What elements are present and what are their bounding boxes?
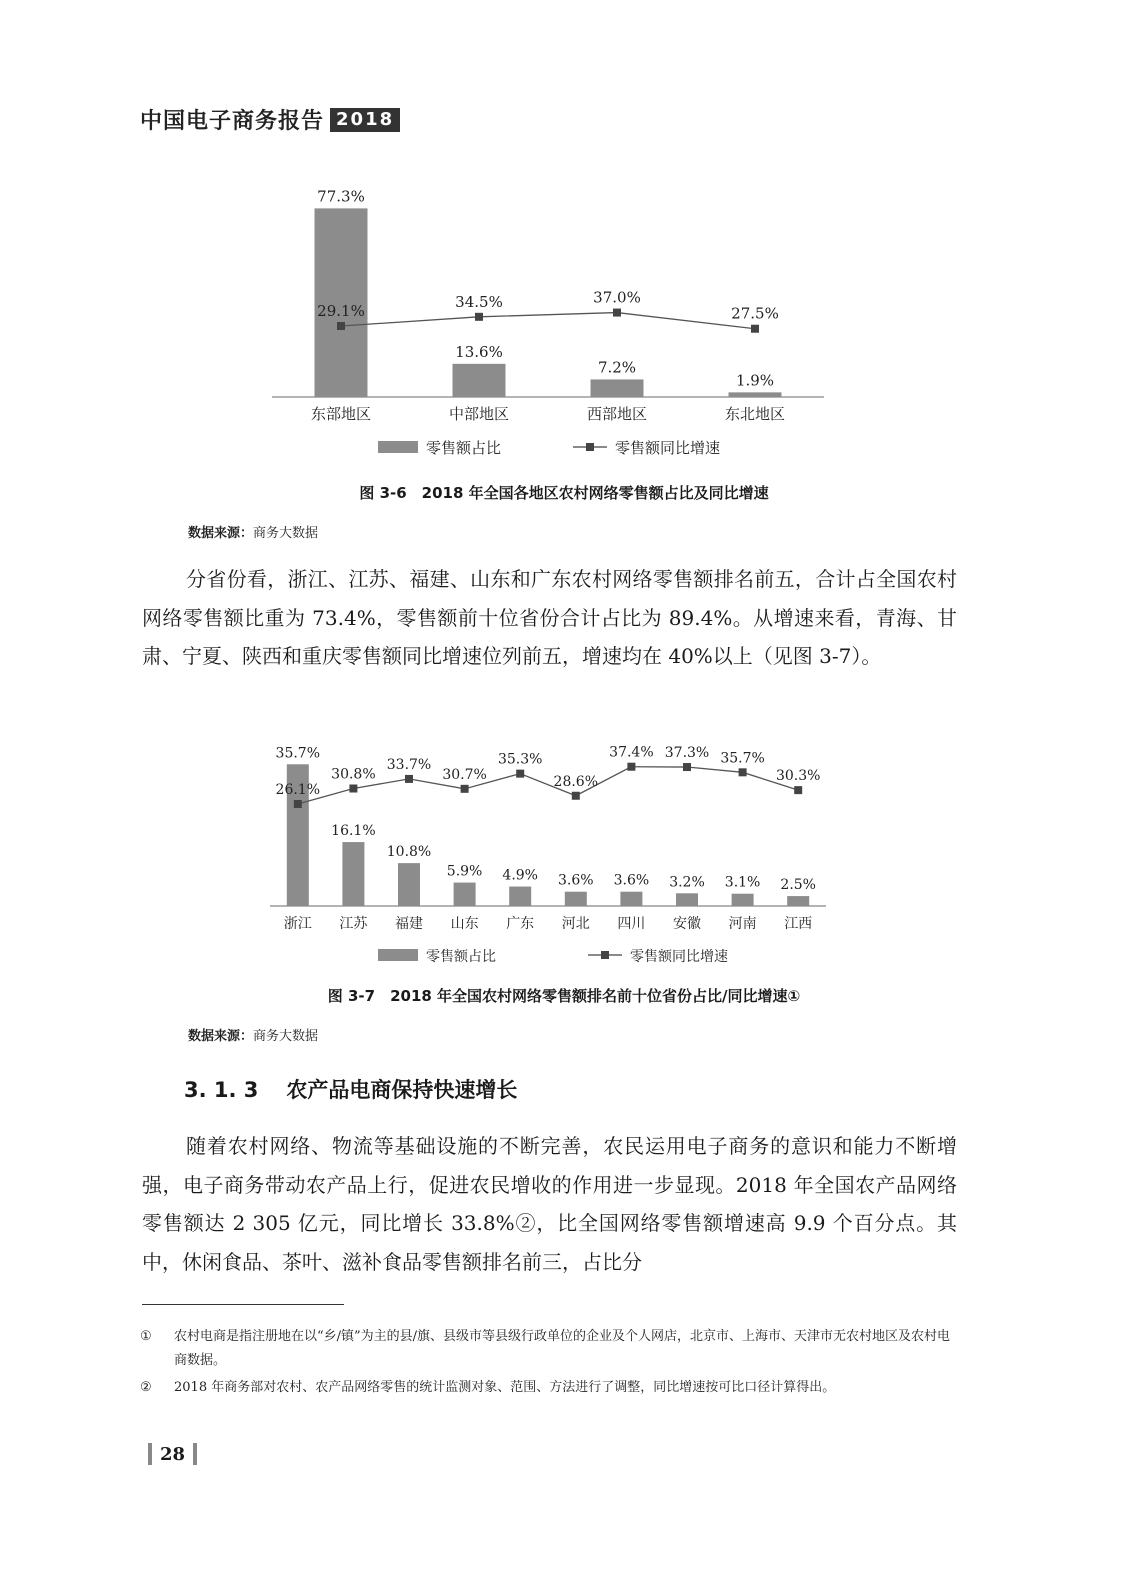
bar-data-label: 2.5%	[780, 877, 816, 894]
bar	[342, 842, 364, 906]
figure-3-6-caption: 图 3-6 2018 年全国各地区农村网络零售额占比及同比增速	[359, 484, 769, 502]
bar-data-label: 3.6%	[613, 872, 650, 889]
bar-data-label: 4.9%	[502, 867, 538, 884]
growth-line	[341, 313, 755, 329]
line-point	[572, 792, 580, 800]
line-data-label: 28.6%	[553, 773, 599, 790]
line-point	[294, 800, 302, 808]
source-label: 数据来源：	[188, 1029, 254, 1044]
legend-bar-swatch	[378, 949, 418, 961]
legend-bar-label: 零售额占比	[426, 439, 502, 457]
line-point	[627, 763, 635, 771]
footnote-text: 农村电商是指注册地在以“乡/镇”为主的县/旗、县级市等县级行政单位的企业及个人网店，北京市、上海市、天津市无农村地区及农村电商数据。	[174, 1329, 951, 1368]
line-point	[405, 775, 413, 783]
legend-line-marker	[601, 951, 609, 959]
source-value: 商务大数据	[253, 526, 319, 541]
paragraph-provinces: 分省份看，浙江、江苏、福建、山东和广东农村网络零售额排名前五，合计占全国农村网络零售额比重为 73.4%，零售额前十位省份合计占比为 89.4%。从增速来看，青海、甘肃、宁夏、陕西和重庆零售额同比增速位列前五，增速均在 40%以上（见图 3-7）。	[142, 567, 957, 668]
header-title: 中国电子商务报告	[140, 109, 325, 134]
source-label: 数据来源：	[188, 526, 254, 541]
section-title: 农产品电商保持快速增长	[286, 1078, 518, 1102]
x-tick-label: 西部地区	[586, 405, 648, 423]
figure-3-6-source	[188, 522, 318, 541]
line-data-label: 34.5%	[455, 292, 503, 311]
legend-line-marker	[586, 443, 594, 451]
figure-3-7-source	[188, 1025, 318, 1044]
bar	[398, 863, 420, 906]
section-heading	[184, 1074, 517, 1104]
figure-3-6-chart	[0, 170, 1128, 470]
line-data-label: 27.5%	[731, 304, 779, 323]
line-data-label: 30.3%	[775, 768, 821, 785]
bar	[453, 364, 506, 397]
x-tick-label: 江苏	[339, 916, 368, 932]
footnote-2	[140, 1376, 958, 1400]
footnote-divider	[142, 1304, 344, 1305]
line-point	[461, 785, 469, 793]
bar-data-label: 13.6%	[455, 342, 503, 361]
x-tick-label: 四川	[617, 916, 646, 932]
line-point	[349, 784, 357, 792]
x-tick-label: 河南	[728, 916, 757, 932]
bar	[729, 392, 782, 397]
line-point	[751, 325, 759, 333]
bar-data-label: 77.3%	[317, 187, 365, 206]
section-number: 3. 1. 3	[184, 1078, 259, 1102]
line-data-label: 37.0%	[593, 288, 641, 307]
line-data-label: 35.7%	[720, 750, 765, 767]
header-year-badge: 2018	[330, 108, 400, 132]
line-point	[683, 763, 691, 771]
bar	[509, 887, 531, 906]
x-tick-label: 浙江	[283, 916, 312, 932]
legend-line-label: 零售额同比增速	[615, 439, 721, 457]
footnote-mark: ①	[140, 1329, 152, 1344]
footnote-text: 2018 年商务部对农村、农产品网络零售的统计监测对象、范围、方法进行了调整，同比增速按可比口径计算得出。	[174, 1380, 836, 1395]
paragraph-agri-products: 随着农村网络、物流等基础设施的不断完善，农民运用电子商务的意识和能力不断增强，电子商务带动农产品上行，促进农民增收的作用进一步显现。2018 年全国农产品网络零售额达 2 305 亿元，同比增长 33.8%②，比全国网络零售额增速高 9.9 个百分点。其中，休闲食品、茶叶、滋补食品零售额排名前三，占比分	[142, 1134, 957, 1274]
bar	[732, 894, 754, 906]
x-tick-label: 江西	[784, 916, 813, 932]
line-data-label: 30.8%	[331, 766, 376, 783]
footnote-1	[140, 1325, 958, 1373]
legend-line-label: 零售额同比增速	[630, 949, 728, 965]
running-header	[140, 104, 400, 135]
bar-data-label: 3.2%	[669, 874, 705, 891]
line-data-label: 37.4%	[609, 744, 654, 761]
bar-data-label: 3.1%	[724, 874, 761, 891]
bar-data-label: 5.9%	[446, 863, 483, 880]
bar	[787, 896, 809, 906]
bar	[591, 379, 644, 397]
bar-data-label: 1.9%	[735, 371, 775, 390]
bar	[454, 883, 476, 906]
page-number-bar-left	[148, 1443, 152, 1465]
x-tick-label: 安徽	[673, 916, 701, 932]
bar-data-label: 10.8%	[386, 844, 432, 861]
bar-data-label: 7.2%	[597, 358, 637, 377]
x-tick-label: 河北	[561, 916, 590, 932]
line-data-label: 33.7%	[386, 756, 432, 773]
bar	[620, 892, 642, 906]
bar-data-label: 3.6%	[558, 872, 594, 889]
page-number	[140, 1443, 205, 1465]
line-data-label: 37.3%	[664, 745, 710, 762]
legend-bar-label: 零售额占比	[426, 949, 496, 965]
line-data-label: 26.1%	[275, 782, 321, 798]
line-point	[739, 768, 747, 776]
line-point	[794, 786, 802, 794]
bar	[676, 893, 698, 906]
x-tick-label: 福建	[395, 916, 423, 932]
line-point	[475, 313, 483, 321]
line-point	[337, 322, 345, 330]
line-point	[516, 770, 524, 778]
bar-data-label: 35.7%	[275, 745, 321, 762]
page-number-value: 28	[160, 1443, 186, 1465]
legend-bar-swatch	[378, 441, 418, 453]
x-tick-label: 东北地区	[724, 405, 786, 423]
x-tick-label: 山东	[450, 916, 479, 932]
line-data-label: 29.1%	[317, 302, 365, 320]
chart-3-6-svg	[0, 170, 1128, 470]
x-tick-label: 广东	[506, 916, 535, 932]
x-tick-label: 中部地区	[448, 405, 510, 423]
bar	[565, 892, 587, 906]
line-data-label: 35.3%	[497, 751, 543, 768]
bar-data-label: 16.1%	[331, 823, 376, 840]
line-data-label: 30.7%	[442, 766, 487, 783]
x-tick-label: 东部地区	[310, 405, 372, 423]
figure-3-7-caption: 图 3-7 2018 年全国农村网络零售额排名前十位省份占比/同比增速①	[327, 987, 801, 1005]
chart-3-7-svg	[0, 728, 1128, 978]
page-number-bar-right	[193, 1443, 197, 1465]
figure-3-7-chart	[0, 728, 1128, 978]
line-point	[613, 309, 621, 317]
footnote-mark: ②	[140, 1380, 152, 1395]
source-value: 商务大数据	[253, 1029, 319, 1044]
